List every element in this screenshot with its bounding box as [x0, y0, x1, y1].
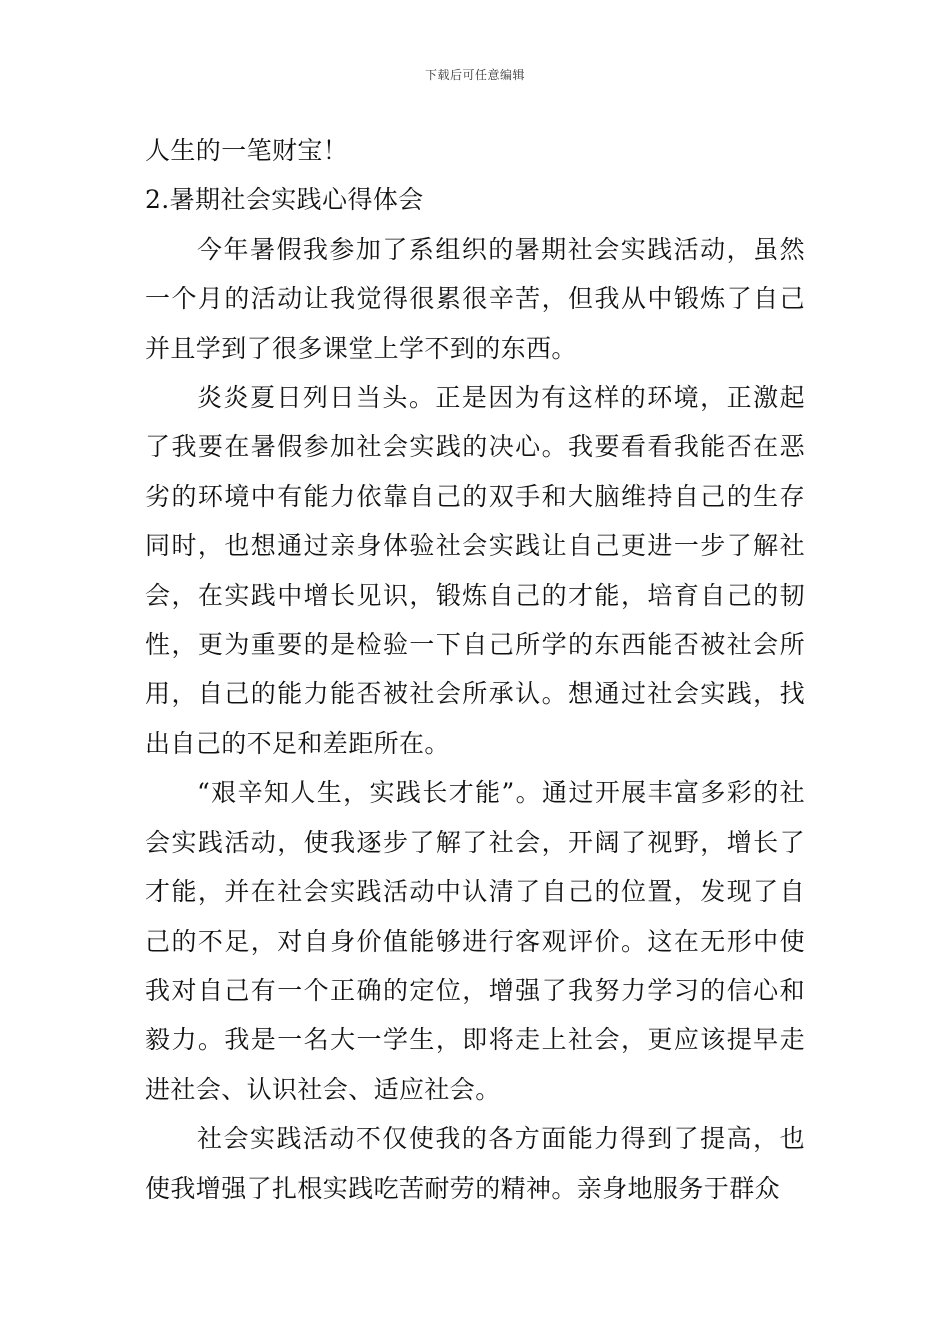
- section-heading: 2.暑期社会实践心得体会: [145, 185, 424, 215]
- paragraph: 今年暑假我参加了系组织的暑期社会实践活动，虽然一个月的活动让我觉得很累很辛苦，但我从中锻炼了自己并且学到了很多课堂上学不到的东西。: [145, 234, 805, 363]
- document-body: [145, 126, 805, 1213]
- paragraph: 炎炎夏日列日当头。正是因为有这样的环境，正激起了我要在暑假参加社会实践的决心。我要看看我能否在恶劣的环境中有能力依靠自己的双手和大脑维持自己的生存同时，也想通过亲身体验社会实践让自己更进一步了解社会，在实践中增长见识，锻炼自己的才能，培育自己的韧性，更为重要的是检验一下自己所学的东西能否被社会所用，自己的能力能否被社会所承认。想通过社会实践，找出自己的不足和差距所在。: [145, 383, 805, 758]
- paragraph: “艰辛知人生，实践长才能”。通过开展丰富多彩的社会实践活动，使我逐步了解了社会，开阔了视野，增长了才能，并在社会实践活动中认清了自己的位置，发现了自己的不足，对自身价值能够进行客观评价。这在无形中使我对自己有一个正确的定位，增强了我努力学习的信心和毅力。我是一名大一学生，即将走上社会，更应该提早走进社会、认识社会、适应社会。: [145, 778, 805, 1104]
- page-header: 下载后可任意编辑: [424, 68, 525, 82]
- paragraph: 社会实践活动不仅使我的各方面能力得到了提高，也使我增强了扎根实践吃苦耐劳的精神。亲身地服务于群众: [145, 1124, 805, 1203]
- paragraph-closing-line: 人生的一笔财宝！: [145, 136, 349, 165]
